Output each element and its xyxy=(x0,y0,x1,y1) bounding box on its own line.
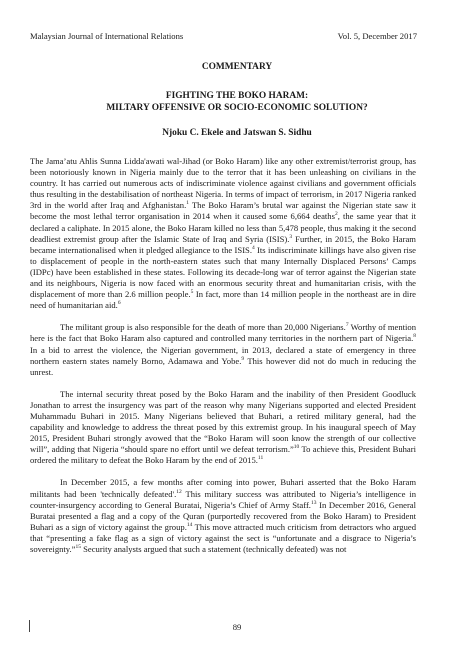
footnote-ref: 1 xyxy=(186,200,189,207)
footnote-ref: 12 xyxy=(176,488,182,495)
page-number: 89 xyxy=(232,622,242,632)
footnote-ref: 5 xyxy=(190,289,194,296)
article-title-line-2: MILTARY OFFENSIVE OR SOCIO-ECONOMIC SOLUTION? xyxy=(106,103,368,113)
article-title-line-1: FIGHTING THE BOKO HARAM: xyxy=(165,91,309,101)
footnote-ref: 11 xyxy=(257,455,264,462)
footnote-ref: 8 xyxy=(413,333,416,340)
running-header xyxy=(30,30,417,42)
article-title xyxy=(0,90,474,114)
footnote-ref: 3 xyxy=(289,233,293,240)
section-label: COMMENTARY xyxy=(201,62,273,72)
footnote-ref: 15 xyxy=(75,544,81,551)
journal-name: Malaysian Journal of International Relations xyxy=(30,31,184,41)
paragraph-3: The internal security threat posed by the Boko Haram and the inability of then President Goodluck Jonathan to arrest the insurgency was part of the reason why many Nigerians supported and elected President Muhammadu Buhari in 2015. Many Nigerians believed that Buhari, a retired military general, had the capability and knowledge to address the threat posed by this extremist group. In his inaugural speech of May 2015, President Buhari strongly avowed that the “Boko Haram will soon know the strength of our collective will”, adding that Nigeria “should spare no effort until we defeat terrorism.”$^{10}$ To achieve this, President Buhari ordered the military to defeat the Boko Haram by the end of 2015.11 xyxy=(30,388,416,466)
footnote-ref: 6 xyxy=(117,300,121,307)
paragraph-2: The militant group is also responsible for the death of more than 20,000 Nigerians.$^7$ Worthy of mention here is the fact that Boko Haram also captured and controlled many territories in the northern part of Nigeria.$^8$ In a bid to arrest the violence, the Nigerian government, in 2013, declared a state of emergency in three northern eastern states namely Borno, Adamawa and Yobe.$^9$ This however did not do much in reducing the unrest. xyxy=(30,322,417,377)
footnote-ref: 10 xyxy=(293,444,300,451)
paragraph-1: The Jama’atu Ahlis Sunna Lidda'awati wal-Jihad (or Boko Haram) like any other extremist/terrorist group, has been notoriously known in Nigeria mainly due to the terror that it has been unleashing on civilians in the country. It has carried out numerous acts of indiscriminate violence against civilians and government officials thus resulting in the destabilisation of northeast Nigeria. In terms of impact of terrorism, in 2017 Nigeria ranked 3rd in the world after Iraq and Afghanistan.$^1$ The Boko Haram’s brutal war against the Nigerian state saw it become the most lethal terror organisation in 2014 when it caused some 6,664 deaths$^2$, the same year that it declared a caliphate. In 2015 alone, the Boko Haram killed no less than 5,478 people, thus making it the second deadliest extremist group after the Islamic State of Iraq and Syria (ISIS).$^3$ Further, in 2015, the Boko Haram became internationalised when it pledged allegiance to the ISIS.$^4$ Its indiscriminate killings have also given rise to displacement of people in the north-eastern states such that many Internally Displaced Persons’ Camps (IDPc) have been established in these states. Following its decade-long war of terror against the Nigerian state and its neighbours, Nigeria is now faced with an enormous security threat and humanitarian crisis, with the displacement of more than 2.6 million people.$^5$ In fact, more than 14 million people in the northeast are in dire need of humanitarian aid.$^6$ xyxy=(30,156,417,311)
footnote-ref: 9 xyxy=(241,355,245,362)
article-body xyxy=(30,156,416,566)
footnote-ref: 13 xyxy=(310,499,317,506)
footnote-ref: 4 xyxy=(252,244,255,251)
article-authors: Njoku C. Ekele and Jatswan S. Sidhu xyxy=(162,128,312,138)
footnote-ref: 7 xyxy=(345,322,349,329)
footnote-ref: 2 xyxy=(334,211,338,218)
paragraph-4: In December 2015, a few months after coming into power, Buhari asserted that the Boko Haram militants had been 'technically defeated'.$^{12}$ This military success was attributed to Nigeria’s intelligence in counter-insurgency according to General Buratai, Nigeria’s Chief of Army Staff.$^{13}$ In December 2016, General Buratai presented a flag and a copy of the Quran (purportedly recovered from the Boko Haram) to President Buhari as a sign of victory against the group.$^{14}$ This move attracted much criticism from detractors who argued that “presenting a fake flag as a sign of victory against the sect is “unfortunate and a disgrace to Nigeria’s sovereignty.”$^{15}$ Security analysts argued that such a statement (technically defeated) was not xyxy=(30,477,417,554)
volume-info: Vol. 5, December 2017 xyxy=(337,31,417,41)
footnote-ref: 14 xyxy=(186,521,193,528)
